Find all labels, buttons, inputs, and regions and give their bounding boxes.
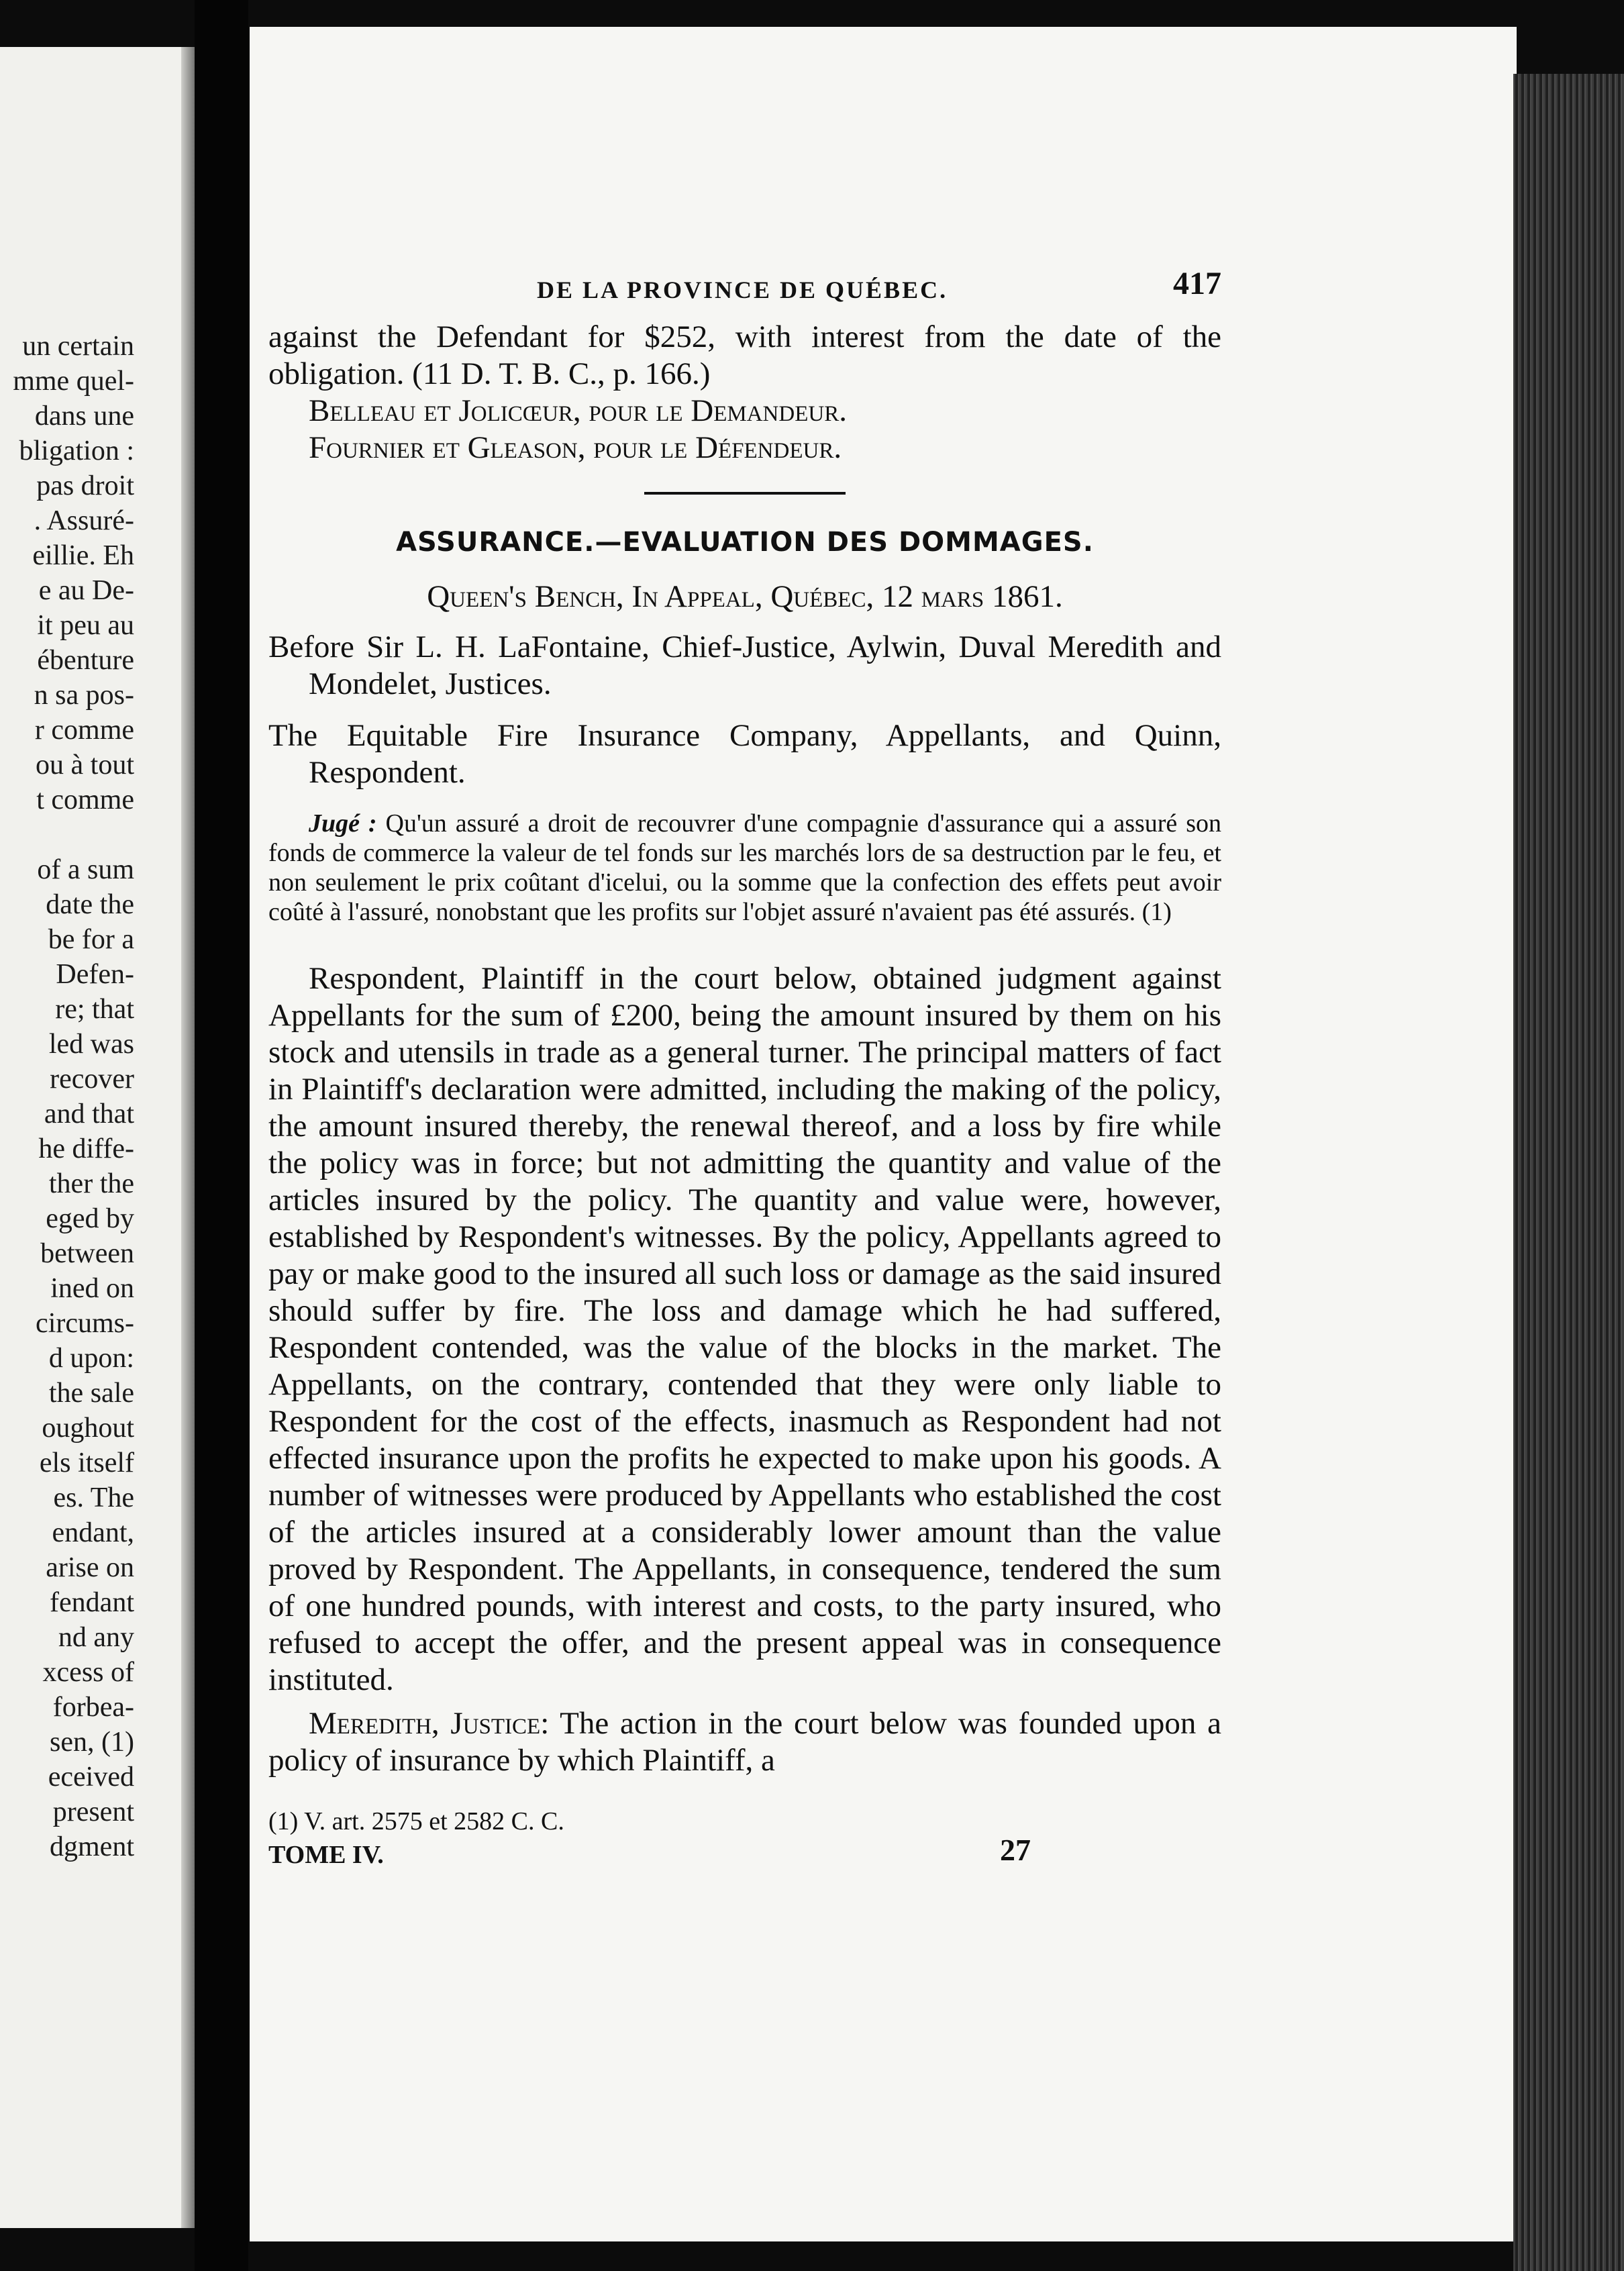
left-fragment-line: ou à tout	[36, 750, 134, 780]
left-fragment-line: fendant	[50, 1587, 134, 1618]
meredith-text: The action in the court below was founded upon a policy of insurance by which Plaintiff, a	[268, 1706, 1221, 1778]
left-fragment-line: of a sum	[37, 854, 134, 885]
left-fragment-line: mme quel-	[13, 366, 134, 397]
left-facing-page	[0, 47, 195, 2228]
left-fragment-line: Defen-	[56, 959, 134, 990]
left-fragment-line: eceived	[48, 1762, 134, 1793]
left-fragment-line: circums-	[36, 1308, 134, 1339]
running-head-title: DE LA PROVINCE DE QUÉBEC.	[537, 276, 948, 303]
left-fragment-line: es. The	[53, 1482, 134, 1513]
continued-text: against the Defendant for $252, with interest from the date of the obligation. (11 D. T. B. C., p. 166.)	[268, 319, 1221, 391]
counsel-plaintiff: Belleau et Jolicœur, pour le Demandeur.	[309, 393, 847, 428]
left-fragment-line: dans une	[34, 401, 134, 432]
left-fragment-line: . Assuré-	[34, 505, 134, 536]
footnote: (1) V. art. 2575 et 2582 C. C.	[268, 1807, 564, 1835]
juge-summary	[268, 809, 1221, 927]
meredith-name: Meredith, Justice:	[309, 1706, 550, 1741]
left-fragment-line: it peu au	[37, 610, 134, 641]
left-fragment-line: arise on	[46, 1552, 134, 1583]
running-head	[268, 265, 1221, 312]
page-edge-strip	[1513, 74, 1624, 2271]
left-fragment-line: endant,	[52, 1517, 134, 1548]
left-fragment-line: present	[52, 1797, 134, 1827]
left-fragment-line	[0, 817, 134, 852]
left-fragment-line: oughout	[42, 1413, 134, 1444]
tome-label: TOME IV.	[268, 1841, 384, 1869]
left-fragment-line: dgment	[50, 1831, 134, 1862]
left-fragment-line: recover	[50, 1064, 134, 1095]
left-fragment-line: r comme	[34, 715, 134, 746]
left-fragment-line: pas droit	[36, 470, 134, 501]
left-page-text-fragments	[0, 329, 134, 1864]
parties-line: The Equitable Fire Insurance Company, Appellants, and Quinn, Respondent.	[268, 718, 1221, 790]
left-fragment-line: eged by	[46, 1203, 134, 1234]
left-fragment-line: nd any	[58, 1622, 134, 1653]
left-fragment-line: be for a	[48, 924, 134, 955]
left-fragment-line: re; that	[55, 994, 134, 1025]
left-page-gutter	[181, 47, 195, 2228]
tome-line	[268, 1833, 1221, 1877]
left-fragment-line: d upon:	[48, 1343, 134, 1374]
left-fragment-line: e au De-	[38, 575, 134, 606]
case-heading: ASSURANCE.—EVALUATION DES DOMMAGES.	[396, 527, 1094, 558]
left-fragment-line: sen, (1)	[50, 1727, 134, 1758]
left-fragment-line: between	[40, 1238, 134, 1269]
left-fragment-line: ébenture	[37, 645, 134, 676]
page-content	[268, 265, 1221, 1877]
left-fragment-line: un certain	[22, 331, 134, 362]
left-fragment-line: he diffe-	[38, 1133, 134, 1164]
left-fragment-line: led was	[48, 1029, 134, 1060]
left-fragment-line: els itself	[39, 1448, 134, 1478]
juge-text: Qu'un assuré a droit de recouvrer d'une compagnie d'assurance qui a assuré son fonds de commerce la valeur de tel fonds sur les marchés lors de sa destruction par le feu, et non seulement le prix coûtant d'icelui, ou la somme que la confection des effets peut avoir coûté à l'assuré, nonobstant que les profits sur l'objet assuré n'avaient pas été assurés. (1)	[268, 809, 1221, 926]
judges-line: Before Sir L. H. LaFontaine, Chief-Justice, Aylwin, Duval Meredith and Mondelet, Justices.	[268, 629, 1221, 701]
juge-label: Jugé :	[309, 809, 377, 838]
left-fragment-line: date the	[46, 889, 134, 920]
left-fragment-line: t comme	[36, 785, 134, 815]
left-fragment-line: n sa pos-	[34, 680, 134, 711]
court-line: Queen's Bench, In Appeal, Québec, 12 mars 1861.	[427, 579, 1063, 614]
signature-mark: 27	[1000, 1833, 1031, 1867]
meredith-paragraph	[268, 1705, 1221, 1779]
counsel-defendant: Fournier et Gleason, pour le Défendeur.	[309, 430, 842, 465]
left-fragment-line: ther the	[48, 1168, 134, 1199]
left-fragment-line: ined on	[50, 1273, 134, 1304]
page-number: 417	[1173, 266, 1221, 301]
left-fragment-line: the sale	[48, 1378, 134, 1409]
left-fragment-line: eillie. Eh	[32, 540, 134, 571]
left-fragment-line: and that	[44, 1099, 134, 1129]
left-fragment-line: forbea-	[52, 1692, 134, 1723]
book-spine-gap	[195, 0, 248, 2271]
left-fragment-line: bligation :	[19, 436, 134, 466]
left-fragment-line: xcess of	[42, 1657, 134, 1688]
section-divider	[644, 492, 846, 495]
body-paragraph: Respondent, Plaintiff in the court below, obtained judgment against Appellants for the sum of £200, being the amount insured by them on his stock and utensils in trade as a general turner. The principal matters of fact in Plaintiff's declaration were admitted, including the making of the policy, the amount insured thereby, the renewal thereof, and a loss by fire while the policy was in force; but not admitting the quantity and value of the articles insured by the policy. The quantity and value were, however, established by Respondent's witnesses. By the policy, Appellants agreed to pay or make good to the insured all such loss or damage as the said insured should suffer by fire. The loss and damage which he had suffered, Respondent contended, was the value of the blocks in the market. The Appellants, on the contrary, contended that they were only liable to Respondent for the cost of the effects, inasmuch as Respondent had not effected insurance upon the profits he expected to make upon his goods. A number of witnesses were produced by Appellants who established the cost of the articles insured at a considerably lower amount than the value proved by Respondent. The Appellants, in consequence, tendered the sum of one hundred pounds, with interest and costs, to the party insured, who refused to accept the offer, and the present appeal was in consequence instituted.	[268, 961, 1221, 1697]
